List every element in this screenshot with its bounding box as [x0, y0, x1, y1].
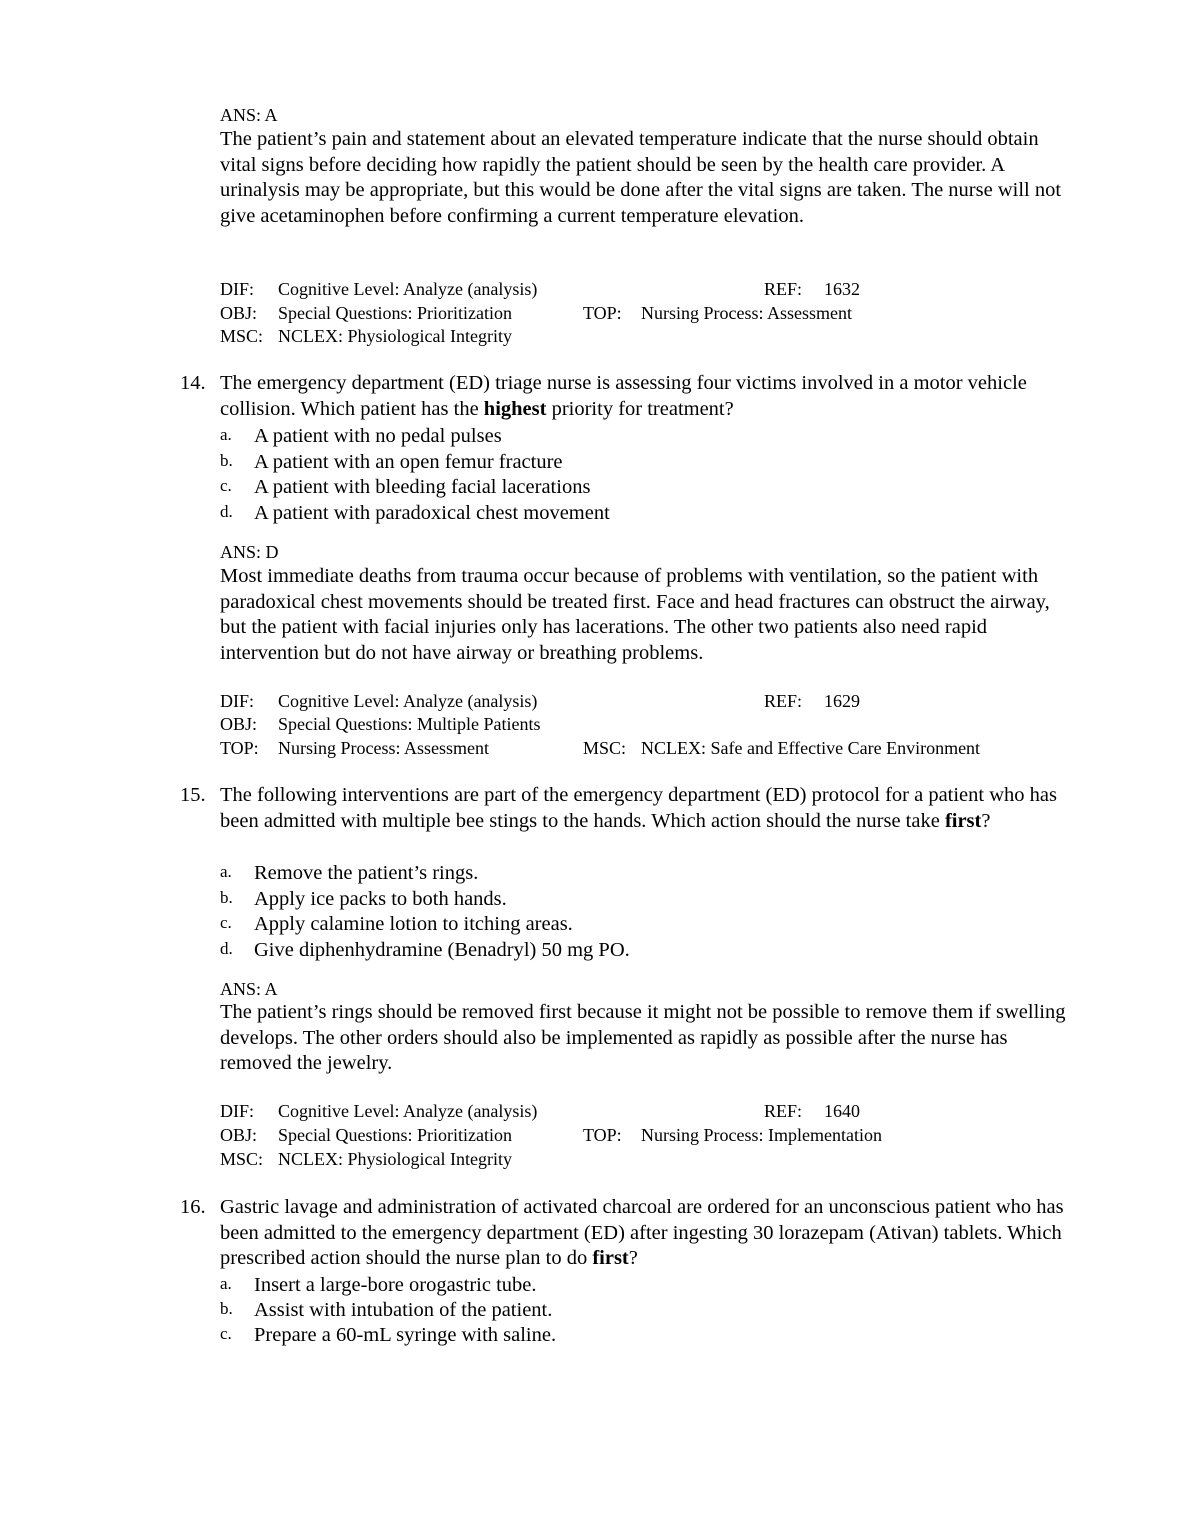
q14-option-b[interactable] — [220, 448, 563, 476]
q15-obj-line — [220, 1123, 512, 1147]
option-letter: b. — [220, 1299, 233, 1318]
q13-answer: ANS: A — [220, 105, 278, 125]
option-letter: a. — [220, 862, 232, 881]
dif-value: Cognitive Level: Analyze (analysis) — [278, 691, 538, 711]
top-label: TOP: — [220, 738, 259, 758]
option-letter: a. — [220, 425, 232, 444]
q16-option-c[interactable] — [220, 1321, 556, 1349]
q15-option-a[interactable] — [220, 859, 478, 887]
option-text: A patient with an open femur fracture — [254, 451, 563, 473]
ref-value: 1632 — [824, 279, 860, 299]
q13-obj-line — [220, 301, 512, 325]
q16-number: 16. — [180, 1196, 206, 1218]
q16-stem — [220, 1195, 1070, 1272]
obj-value: Special Questions: Multiple Patients — [278, 714, 541, 734]
q13-rationale: The patient’s pain and statement about an elevated temperature indicate that the nurse should obtain vital signs before deciding how rapidly the patient should be seen by the health care provider. A urinalysis may be appropriate, but this would be done after the vital signs are taken. The nurse will not give acetaminophen before confirming a current temperature elevation. — [220, 128, 1062, 227]
q14-option-a[interactable] — [220, 422, 502, 450]
top-value: Nursing Process: Assessment — [278, 738, 489, 758]
msc-label: MSC: — [220, 1149, 264, 1169]
top-label: TOP: — [583, 1125, 622, 1145]
q14-number: 14. — [180, 372, 206, 394]
top-value: Nursing Process: Implementation — [641, 1125, 882, 1145]
q15-ref — [764, 1099, 860, 1123]
option-letter: d. — [220, 939, 233, 958]
q14-stem-emphasis: highest — [483, 397, 547, 420]
q14-top-line — [220, 736, 489, 760]
q13-top — [583, 301, 852, 325]
dif-label: DIF: — [220, 691, 255, 711]
option-text: Give diphenhydramine (Benadryl) 50 mg PO. — [254, 939, 630, 961]
q15-stem-text: The following interventions are part of the emergency department (ED) protocol for a patient who has been admitted with multiple bee stings to the hands. Which action should the nurse take — [220, 784, 1057, 832]
q13-msc-line — [220, 324, 512, 348]
option-letter: c. — [220, 1324, 232, 1343]
q14-stem-text: The emergency department (ED) triage nurse is assessing four victims involved in a motor vehicle collision. Which patient has the — [220, 372, 1027, 420]
option-text: Insert a large-bore orogastric tube. — [254, 1274, 537, 1296]
msc-value: NCLEX: Physiological Integrity — [278, 326, 512, 346]
option-letter: b. — [220, 888, 233, 907]
option-letter: a. — [220, 1274, 232, 1293]
dif-value: Cognitive Level: Analyze (analysis) — [278, 1101, 538, 1121]
obj-label: OBJ: — [220, 714, 258, 734]
q16-option-a[interactable] — [220, 1271, 537, 1299]
q14-answer: ANS: D — [220, 542, 279, 562]
option-letter: c. — [220, 913, 232, 932]
top-label: TOP: — [583, 303, 622, 323]
q14-msc — [583, 736, 980, 760]
q15-dif-line — [220, 1099, 537, 1123]
option-letter: d. — [220, 502, 233, 521]
q15-number: 15. — [180, 784, 206, 806]
q14-rationale: Most immediate deaths from trauma occur because of problems with ventilation, so the patient with paradoxical chest movements should be treated first. Face and head fractures can obstruct the airway, but the patient with facial injuries only has lacerations. The other two patients also need rapid intervention but do not have airway or breathing problems. — [220, 565, 1050, 664]
q14-stem-end: priority for treatment? — [546, 397, 734, 420]
q15-stem — [220, 783, 1070, 834]
q14-option-d[interactable] — [220, 499, 610, 527]
q15-msc-line — [220, 1147, 512, 1171]
option-text: Remove the patient’s rings. — [254, 862, 479, 884]
q14-dif-line — [220, 689, 537, 713]
option-text: Prepare a 60-mL syringe with saline. — [254, 1324, 557, 1346]
q15-stem-end: ? — [981, 809, 991, 832]
msc-value: NCLEX: Safe and Effective Care Environment — [641, 738, 981, 758]
dif-label: DIF: — [220, 1101, 255, 1121]
option-text: A patient with no pedal pulses — [254, 425, 502, 447]
option-text: Apply calamine lotion to itching areas. — [254, 913, 573, 935]
top-value: Nursing Process: Assessment — [641, 303, 852, 323]
ref-value: 1629 — [824, 691, 860, 711]
q16-option-b[interactable] — [220, 1296, 552, 1324]
q15-option-d[interactable] — [220, 936, 630, 964]
q14-stem — [220, 371, 1070, 422]
q13-dif-line — [220, 277, 537, 301]
q16-stem-end: ? — [628, 1247, 638, 1269]
q15-option-b[interactable] — [220, 885, 507, 913]
option-text: A patient with bleeding facial lacerations — [254, 476, 591, 498]
option-letter: c. — [220, 476, 232, 495]
q14-option-c[interactable] — [220, 473, 590, 501]
q16-stem-text: Gastric lavage and administration of activated charcoal are ordered for an unconscious patient who has been admitted to the emergency department (ED) after ingesting 30 lorazepam (Ativan) tablets. Which prescribed action should the nurse plan to do — [220, 1196, 1064, 1269]
msc-label: MSC: — [583, 738, 627, 758]
ref-label: REF: — [764, 691, 803, 711]
option-text: Assist with intubation of the patient. — [254, 1299, 553, 1321]
msc-label: MSC: — [220, 326, 264, 346]
obj-value: Special Questions: Prioritization — [278, 1125, 512, 1145]
q15-stem-emphasis: first — [944, 809, 982, 832]
q15-option-c[interactable] — [220, 910, 573, 938]
q14-obj-line — [220, 712, 540, 736]
ref-label: REF: — [764, 279, 803, 299]
dif-label: DIF: — [220, 279, 255, 299]
ref-value: 1640 — [824, 1101, 860, 1121]
q15-top — [583, 1123, 882, 1147]
option-text: Apply ice packs to both hands. — [254, 888, 507, 910]
q15-answer: ANS: A — [220, 979, 278, 999]
obj-label: OBJ: — [220, 303, 258, 323]
q16-stem-emphasis: first — [592, 1247, 629, 1269]
dif-value: Cognitive Level: Analyze (analysis) — [278, 279, 538, 299]
option-text: A patient with paradoxical chest movement — [254, 502, 610, 524]
obj-label: OBJ: — [220, 1125, 258, 1145]
q13-ref — [764, 277, 860, 301]
msc-value: NCLEX: Physiological Integrity — [278, 1149, 512, 1169]
q14-ref — [764, 689, 860, 713]
option-letter: b. — [220, 451, 233, 470]
obj-value: Special Questions: Prioritization — [278, 303, 512, 323]
q15-rationale: The patient’s rings should be removed first because it might not be possible to remove them if swelling develops. The other orders should also be implemented as rapidly as possible after the nurse has removed the jewelry. — [220, 1001, 1066, 1074]
ref-label: REF: — [764, 1101, 803, 1121]
